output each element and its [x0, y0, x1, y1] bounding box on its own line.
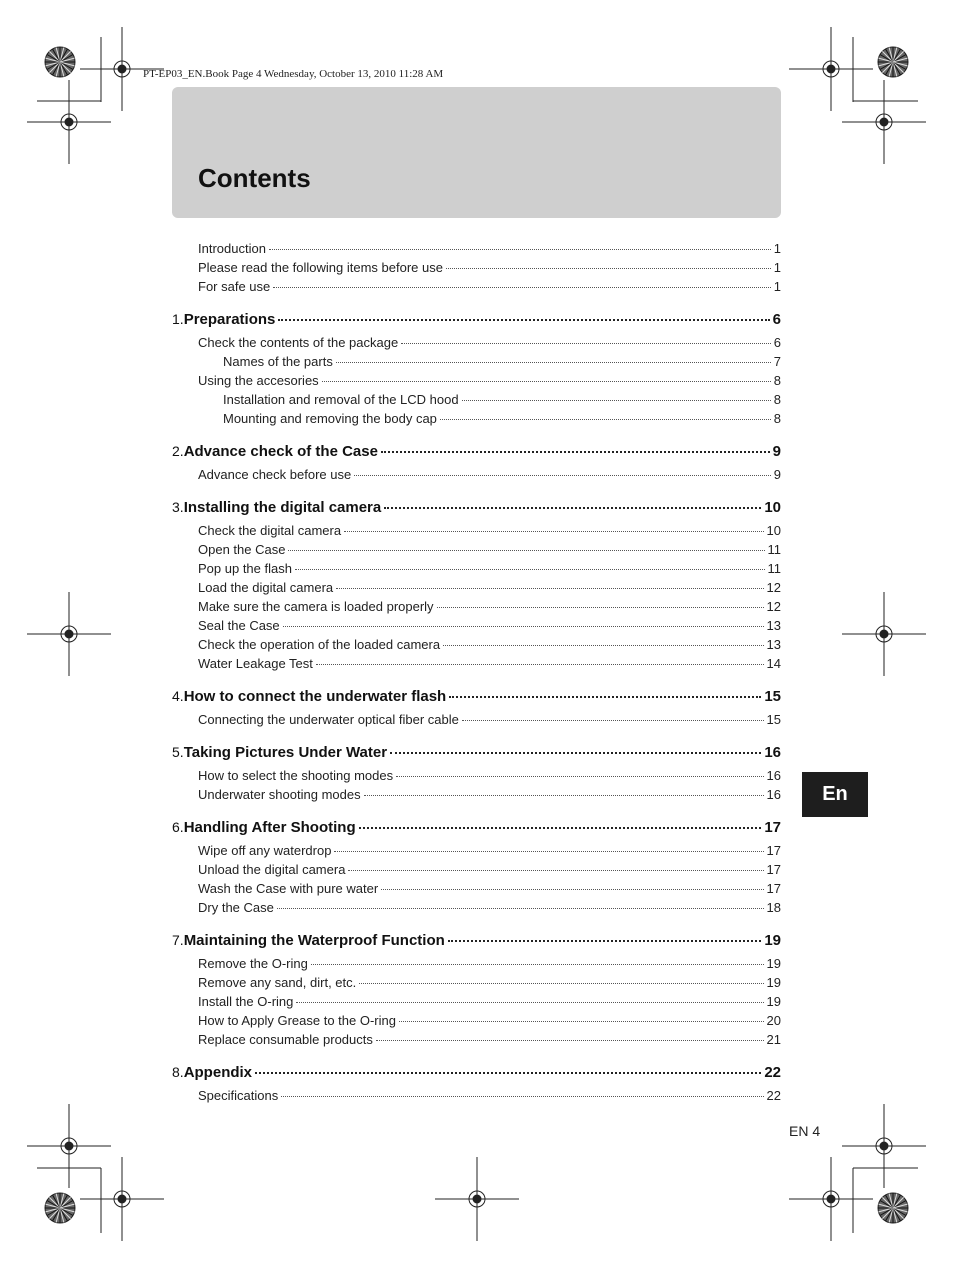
toc-entry-label: Dry the Case [198, 900, 274, 915]
page-title: Contents [198, 163, 311, 193]
toc-entry-page: 8 [773, 392, 781, 407]
chapter-page: 19 [764, 932, 781, 949]
chapter-title: Handling After Shooting [183, 819, 356, 836]
toc-entry-page: 21 [766, 1032, 781, 1047]
crosshair-mark [80, 27, 164, 111]
toc-entry-page: 17 [766, 881, 781, 896]
toc-entry-label: Seal the Case [198, 618, 280, 633]
crosshair-mark [789, 1157, 873, 1241]
chapter-number: 8. [172, 1064, 184, 1080]
toc-entry-label: How to select the shooting modes [198, 768, 394, 783]
toc-entry-page: 18 [766, 900, 781, 915]
chapter-number: 2. [172, 443, 184, 459]
crosshair-mark [842, 1104, 926, 1188]
toc-entry-page: 19 [766, 994, 781, 1009]
toc-entry-page: 8 [773, 373, 781, 388]
chapter-number: 4. [172, 688, 184, 704]
chapter-number: 7. [172, 932, 184, 948]
toc-entry-label: Load the digital camera [198, 580, 334, 595]
page-number: EN 4 [789, 1123, 821, 1139]
crosshair-mark [80, 1157, 164, 1241]
toc-entry-label: Check the contents of the package [198, 335, 399, 350]
toc-entry-page: 6 [773, 335, 781, 350]
crosshair-mark [842, 592, 926, 676]
chapter-title: Taking Pictures Under Water [183, 744, 388, 761]
toc-entry-page: 8 [773, 411, 781, 426]
chapter-page: 9 [772, 443, 781, 460]
chapter-page: 15 [764, 688, 781, 705]
chapter-page: 16 [764, 744, 781, 761]
print-header: PT-EP03_EN.Book Page 4 Wednesday, October 13, 2010 11:28 AM [143, 68, 444, 80]
toc-entry-page: 16 [766, 787, 781, 802]
toc-entry-label: Wipe off any waterdrop [198, 843, 332, 858]
toc-entry-label: Specifications [198, 1088, 279, 1103]
toc-entry-label: Connecting the underwater optical fiber cable [198, 712, 459, 727]
crosshair-mark [789, 27, 873, 111]
toc-entry-label: For safe use [198, 279, 271, 294]
toc-entry-page: 17 [766, 843, 781, 858]
toc-entry-label: Advance check before use [198, 467, 352, 482]
crosshair-mark [27, 592, 111, 676]
crosshair-mark [27, 80, 111, 164]
toc-entry-label: Open the Case [198, 542, 286, 557]
toc-entry-label: Remove any sand, dirt, etc. [198, 975, 357, 990]
toc-entry-page: 10 [766, 523, 781, 538]
crosshair-mark [435, 1157, 519, 1241]
toc-entry-label: Water Leakage Test [198, 656, 313, 671]
toc-entry-label: Underwater shooting modes [198, 787, 361, 802]
chapter-title: Advance check of the Case [183, 443, 378, 460]
chapter-page: 6 [772, 311, 781, 328]
starburst-mark [45, 1193, 75, 1223]
chapter-number: 5. [172, 744, 184, 760]
crosshair-mark [27, 1104, 111, 1188]
toc-entry-page: 12 [766, 580, 781, 595]
chapter-page: 22 [764, 1064, 781, 1081]
toc-entry-page: 9 [773, 467, 781, 482]
chapter-title: Installing the digital camera [183, 499, 382, 516]
toc-entry-label: Make sure the camera is loaded properly [198, 599, 434, 614]
toc-entry-label: Wash the Case with pure water [198, 881, 379, 896]
toc-entry-label: Mounting and removing the body cap [223, 411, 437, 426]
toc-entry-label: Introduction [198, 241, 266, 256]
toc-entry-label: Using the accesories [198, 373, 319, 388]
toc-entry-page: 13 [766, 637, 781, 652]
chapter-page: 17 [764, 819, 781, 836]
chapter-title: Preparations [183, 311, 276, 328]
chapter-title: Appendix [183, 1064, 253, 1081]
chapter-title: Maintaining the Waterproof Function [183, 932, 445, 949]
toc-entry-page: 1 [773, 241, 781, 256]
toc-entry-page: 20 [766, 1013, 781, 1028]
toc-entry-page: 11 [767, 561, 781, 576]
toc-entry-page: 13 [766, 618, 781, 633]
toc-entry-label: Please read the following items before use [198, 260, 443, 275]
toc-entry-page: 1 [773, 279, 781, 294]
toc-entry-page: 7 [773, 354, 781, 369]
chapter-number: 3. [172, 499, 184, 515]
toc-entry-page: 22 [766, 1088, 781, 1103]
toc-entry-page: 14 [766, 656, 781, 671]
chapter-page: 10 [764, 499, 781, 516]
toc-entry-page: 11 [767, 542, 781, 557]
toc-entry-label: Install the O-ring [198, 994, 294, 1009]
chapter-number: 1. [172, 311, 184, 327]
starburst-mark [878, 1193, 908, 1223]
toc-entry-label: Check the digital camera [198, 523, 342, 538]
toc-entry-label: Unload the digital camera [198, 862, 346, 877]
crosshair-mark [842, 80, 926, 164]
toc-entry-label: Installation and removal of the LCD hood [223, 392, 459, 407]
toc-entry-page: 19 [766, 975, 781, 990]
toc-entry-label: Remove the O-ring [198, 956, 308, 971]
starburst-mark [878, 47, 908, 77]
toc-entry-label: Pop up the flash [198, 561, 292, 576]
toc-entry-label: Check the operation of the loaded camera [198, 637, 441, 652]
toc-entry-page: 12 [766, 599, 781, 614]
toc-entry-label: Names of the parts [223, 354, 333, 369]
toc-entry-page: 17 [766, 862, 781, 877]
toc-entry-page: 16 [766, 768, 781, 783]
toc-entry-page: 19 [766, 956, 781, 971]
chapter-number: 6. [172, 819, 184, 835]
chapter-title: How to connect the underwater flash [183, 688, 447, 705]
toc-entry-page: 1 [773, 260, 781, 275]
language-tab: En [802, 772, 868, 817]
toc-entry-label: Replace consumable products [198, 1032, 373, 1047]
starburst-mark [45, 47, 75, 77]
toc-entry-page: 15 [766, 712, 781, 727]
toc-entry-label: How to Apply Grease to the O-ring [198, 1013, 396, 1028]
